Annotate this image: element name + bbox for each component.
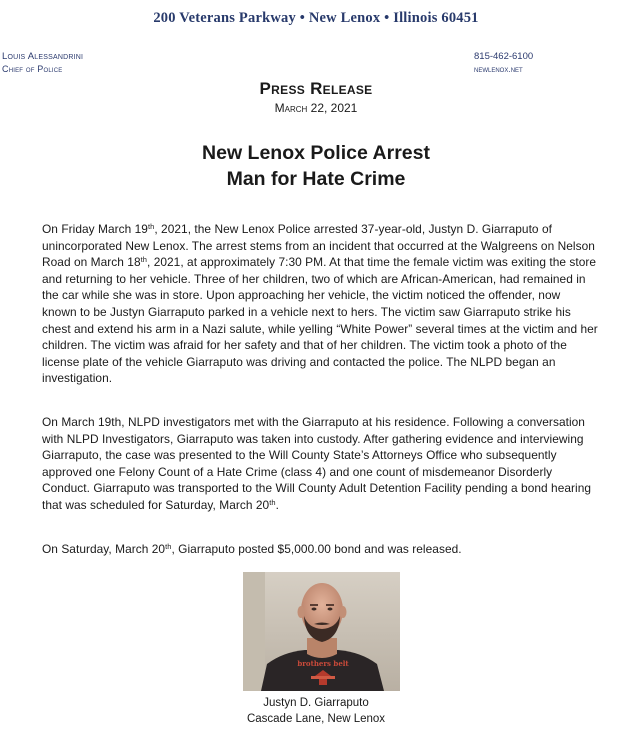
release-date: March 22, 2021 (274, 101, 358, 115)
headline (0, 140, 632, 192)
paragraph-1 (42, 221, 598, 387)
chief-title: Chief of Police (2, 64, 63, 74)
chief-name: Louis Alessandrini (2, 51, 84, 62)
paragraph-2 (42, 414, 598, 514)
contact-block (474, 51, 533, 75)
paragraph-3-text-b: , Giarraputo posted $5,000.00 bond and was released. (171, 542, 462, 556)
paragraph-1-sup-a: th (147, 222, 155, 231)
website: newlenox.net (474, 64, 523, 74)
shirt-print-text: brothers belt (297, 659, 349, 668)
photo-caption (0, 695, 632, 727)
paragraph-2-text-a: On March 19th, NLPD investigators met with the Giarraputo at his residence. Following a conversation with NLPD Investigators, Giarraputo was taken into custody. After gathering evidence and interviewing Giarraputo, the case was presented to the Will County State’s Attorneys Office who subsequently approved one Felony Count of a Hate Crime (class 4) and one count of misdemeanor Disorderly Conduct. Giarraputo was transported to the Will County Adult Detention Facility pending a bond hearing that was scheduled for Saturday, March 20 (42, 415, 592, 512)
paragraph-1-text-b: , 2021, the New Lenox Police arrested 37-year-old, Justyn D. Giarraputo of unincorporated New Lenox. The arrest stems from an incident that occurred at the Walgreens on Nelson Road on March 18 (42, 222, 595, 270)
paragraph-3-sup-a: th (165, 542, 172, 551)
booking-photo (243, 572, 400, 691)
paragraph-1-sup-b: th (140, 255, 147, 265)
letterhead-address: 200 Veterans Parkway • New Lenox • Illinois 60451 (153, 10, 479, 26)
paragraph-2-text-b: . (275, 497, 279, 512)
chief-block (2, 51, 83, 75)
caption-location: Cascade Lane, New Lenox (246, 713, 386, 725)
paragraph-3-text-a: On Saturday, March 20 (42, 542, 166, 556)
phone-number: 815-462-6100 (474, 51, 534, 62)
paragraph-1-text-c: , 2021, at approximately 7:30 PM. At that time the female victim was exiting the store and returning to her vehicle. Three of her children, two of which are African-American, had remained in the car while she was in store. Upon approaching her vehicle, the victim noticed the offender, now known to be Justyn Giarraputo parked in a vehicle next to hers. The victim saw Giarraputo strike his chest and extend his arm in a Nazi salute, while yelling “White Power” several times at the victim and her children. The victim was afraid for her safety and that of her children. The victim took a photo of the license plate of the vehicle Giarraputo was driving and contacted the police. The NLPD began an investigation. (42, 255, 598, 386)
headline-line-2: Man for Hate Crime (226, 168, 406, 190)
paragraph-1-text-a: On Friday March 19 (42, 222, 148, 236)
headline-line-1: New Lenox Police Arrest (202, 142, 430, 164)
press-release-label: Press Release (259, 79, 373, 98)
booking-photo-image (243, 572, 400, 691)
paragraph-2-sup-a: th (269, 497, 276, 507)
caption-name: Justyn D. Giarraputo (263, 697, 369, 709)
paragraph-3 (42, 541, 598, 558)
